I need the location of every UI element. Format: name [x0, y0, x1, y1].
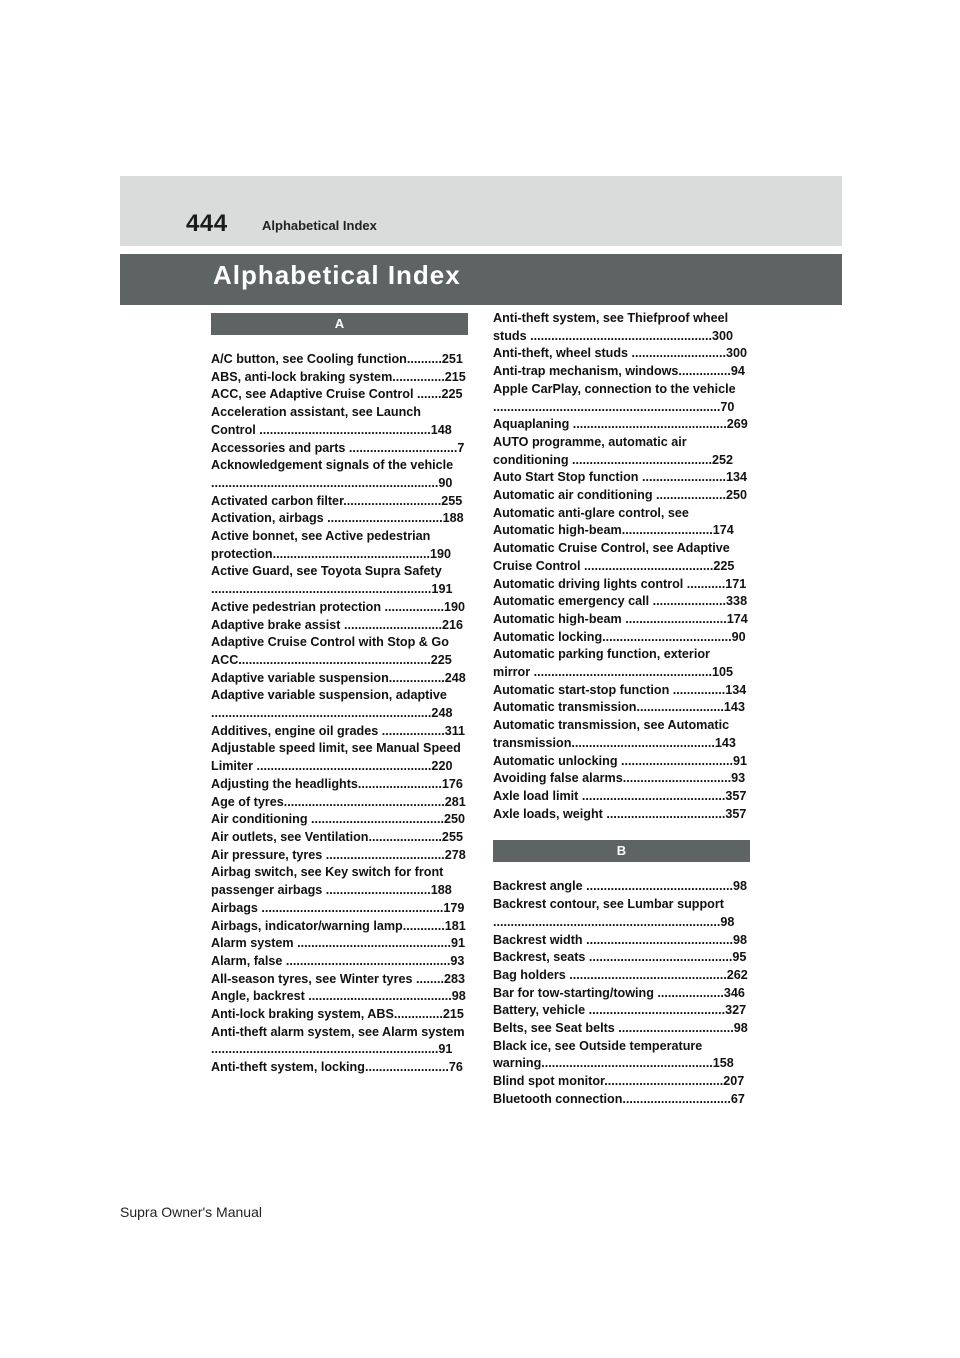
index-entry-line: Limiter ..................................................220	[211, 759, 453, 774]
index-entry	[493, 788, 750, 806]
index-entry-line: Backrest, seats .........................................95	[493, 950, 747, 965]
header-band	[120, 176, 842, 246]
index-entry	[493, 682, 750, 700]
index-entry-line: AUTO programme, automatic air	[493, 434, 687, 449]
index-entry-line: Automatic locking.....................................90	[493, 629, 746, 644]
index-entry	[211, 1059, 468, 1077]
index-entry	[211, 563, 468, 598]
index-entry-line: Bar for tow-starting/towing ...................346	[493, 985, 745, 1000]
index-entry	[211, 617, 468, 635]
index-entry-line: Alarm, false ...............................................93	[211, 953, 465, 968]
index-entry	[493, 896, 750, 931]
index-entry-line: Angle, backrest .........................................98	[211, 989, 466, 1004]
index-entry-line: Auto Start Stop function ........................134	[493, 470, 747, 485]
index-entry-line: Automatic anti-glare control, see	[493, 505, 689, 520]
running-header-title: Alphabetical Index	[262, 218, 377, 233]
index-entry-line: All-season tyres, see Winter tyres ........283	[211, 971, 465, 986]
index-entry-line: Aquaplaning ............................................269	[493, 417, 748, 432]
index-entry	[493, 949, 750, 967]
index-entry-line: conditioning ........................................252	[493, 452, 734, 467]
index-entry	[493, 434, 750, 469]
index-entry-line: Alarm system ............................................91	[211, 936, 466, 951]
index-entry	[211, 457, 468, 492]
index-entry-line: Automatic parking function, exterior	[493, 647, 710, 662]
index-entry	[211, 440, 468, 458]
index-entry	[211, 971, 468, 989]
index-entry	[493, 381, 750, 416]
index-entry-line: Belts, see Seat belts .................................98	[493, 1021, 748, 1036]
index-entry-line: Battery, vehicle .......................................327	[493, 1003, 747, 1018]
index-entry	[211, 776, 468, 794]
index-entry	[493, 469, 750, 487]
index-entry-line: .................................................................90	[211, 475, 453, 490]
index-entry-line: Active bonnet, see Active pedestrian	[211, 529, 431, 544]
index-entry	[211, 988, 468, 1006]
index-entry	[211, 811, 468, 829]
index-entry-line: Bag holders .............................................262	[493, 967, 748, 982]
index-entry	[211, 794, 468, 812]
index-entry-line: Automatic high-beam..........................174	[493, 523, 734, 538]
index-entry-line: Automatic Cruise Control, see Adaptive	[493, 541, 730, 556]
page-title: Alphabetical Index	[213, 260, 461, 290]
index-entry-line: ...............................................................248	[211, 706, 453, 721]
index-entry	[493, 487, 750, 505]
index-entry-line: Anti-theft system, see Thiefproof wheel	[493, 311, 729, 325]
index-entry-line: Air outlets, see Ventilation.....................255	[211, 829, 463, 844]
index-entry-line: Automatic emergency call .....................338	[493, 594, 748, 609]
index-entry-line: warning.................................................158	[493, 1056, 734, 1071]
index-entry-line: studs ....................................................300	[493, 328, 734, 343]
section-head-spacer	[493, 862, 750, 878]
index-entry-line: Adjustable speed limit, see Manual Speed	[211, 741, 461, 756]
index-entry-line: ...............................................................191	[211, 582, 453, 597]
index-column-right	[493, 310, 750, 1109]
section-letter-a: A	[211, 313, 468, 335]
index-entry-line: Adaptive variable suspension, adaptive	[211, 688, 447, 703]
index-entry-line: Blind spot monitor..................................207	[493, 1074, 745, 1089]
index-entry-line: .................................................................70	[493, 399, 735, 414]
index-entry-line: Anti-theft system, locking........................76	[211, 1060, 463, 1075]
index-entry	[493, 611, 750, 629]
index-entry-line: ABS, anti-lock braking system...............215	[211, 369, 466, 384]
index-entry-line: passenger airbags ..............................188	[211, 883, 452, 898]
index-entry	[211, 847, 468, 865]
index-entry	[211, 670, 468, 688]
index-entry-line: Adjusting the headlights........................176	[211, 776, 463, 791]
index-entry	[493, 593, 750, 611]
index-entry	[211, 687, 468, 722]
index-entry	[211, 900, 468, 918]
index-entry-line: Airbags, indicator/warning lamp............181	[211, 918, 466, 933]
index-entry-line: Active Guard, see Toyota Supra Safety	[211, 564, 442, 579]
index-entry	[211, 723, 468, 741]
index-entry-line: Adaptive Cruise Control with Stop & Go	[211, 635, 449, 650]
index-entry-line: .................................................................98	[493, 914, 735, 929]
index-entry-line: Automatic start-stop function ...............134	[493, 682, 747, 697]
index-entry-line: Control .................................................148	[211, 422, 452, 437]
index-entry	[211, 740, 468, 775]
page-number: 444	[186, 210, 228, 237]
index-entry-line: Automatic unlocking ................................91	[493, 753, 748, 768]
index-entry-line: Airbags ....................................................179	[211, 900, 465, 915]
index-entry-line: Anti-theft alarm system, see Alarm system	[211, 1024, 465, 1039]
index-entry-line: Air pressure, tyres ..................................278	[211, 847, 466, 862]
index-entry	[493, 345, 750, 363]
index-entry	[211, 953, 468, 971]
index-entry	[211, 829, 468, 847]
index-entry-line: Automatic high-beam .............................174	[493, 611, 748, 626]
index-entry-line: Airbag switch, see Key switch for front	[211, 865, 444, 880]
index-entry-line: ACC, see Adaptive Cruise Control .......225	[211, 387, 463, 402]
index-entry	[211, 1006, 468, 1024]
index-entry	[211, 386, 468, 404]
index-entry	[211, 351, 468, 369]
index-entry-line: Air conditioning ......................................250	[211, 812, 466, 827]
index-entry-line: Backrest width ..........................................98	[493, 932, 748, 947]
index-entry-line: Avoiding false alarms...............................93	[493, 771, 746, 786]
index-entry	[493, 967, 750, 985]
index-entry	[493, 878, 750, 896]
index-entry	[493, 310, 750, 345]
index-entry	[493, 646, 750, 681]
index-entry-line: transmission.........................................143	[493, 735, 736, 750]
index-entry	[493, 985, 750, 1003]
index-entry-line: Anti-lock braking system, ABS..............215	[211, 1007, 464, 1022]
index-entry	[493, 505, 750, 540]
index-entry	[493, 1002, 750, 1020]
index-entry-line: ACC.......................................................225	[211, 652, 452, 667]
index-entry	[211, 634, 468, 669]
index-entry	[493, 629, 750, 647]
index-entry-line: Automatic air conditioning ....................250	[493, 488, 748, 503]
index-entry	[493, 1073, 750, 1091]
index-entry-line: Automatic transmission.........................143	[493, 700, 745, 715]
index-entry	[493, 363, 750, 381]
index-entry-line: Active pedestrian protection .................190	[211, 599, 466, 614]
index-entry-line: Activated carbon filter............................255	[211, 493, 463, 508]
index-entry-line: Anti-theft, wheel studs ...........................300	[493, 346, 748, 361]
index-column-left	[211, 313, 468, 1077]
index-entry	[493, 1091, 750, 1109]
footer-manual-name: Supra Owner's Manual	[120, 1204, 262, 1220]
index-entry	[493, 576, 750, 594]
index-entry-line: Backrest angle ..........................................98	[493, 879, 748, 894]
index-entry-line: .................................................................91	[211, 1042, 453, 1057]
index-entry	[211, 935, 468, 953]
index-entry	[493, 540, 750, 575]
index-entry	[493, 1038, 750, 1073]
index-entry	[493, 753, 750, 771]
index-entry	[211, 369, 468, 387]
index-entry-line: Activation, airbags .................................188	[211, 511, 464, 526]
index-entry	[493, 416, 750, 434]
index-entry-line: Additives, engine oil grades ..................311	[211, 723, 466, 738]
index-entry-line: Adaptive variable suspension................248	[211, 670, 466, 685]
index-entry	[211, 864, 468, 899]
index-entry	[211, 918, 468, 936]
index-entry	[211, 599, 468, 617]
section-spacer	[493, 823, 750, 840]
index-entry	[211, 528, 468, 563]
index-entry-line: Axle load limit .........................................357	[493, 788, 747, 803]
section-head-spacer	[211, 335, 468, 351]
index-entry-line: Backrest contour, see Lumbar support	[493, 897, 724, 912]
index-entry-line: A/C button, see Cooling function..........251	[211, 352, 463, 366]
index-entry-line: mirror ...................................................105	[493, 665, 734, 680]
index-entry	[211, 404, 468, 439]
index-entry-line: Anti-trap mechanism, windows...............94	[493, 364, 745, 379]
index-entry-line: Acceleration assistant, see Launch	[211, 405, 421, 420]
index-entry	[211, 493, 468, 511]
index-entry	[211, 510, 468, 528]
section-letter-b: B	[493, 840, 750, 862]
index-entry-line: Acknowledgement signals of the vehicle	[211, 458, 454, 473]
index-entry	[493, 770, 750, 788]
index-entry	[493, 1020, 750, 1038]
index-entry	[493, 699, 750, 717]
index-entry	[211, 1024, 468, 1059]
index-entry-line: Automatic transmission, see Automatic	[493, 718, 730, 733]
index-entry	[493, 806, 750, 824]
index-entry-line: Apple CarPlay, connection to the vehicle	[493, 381, 736, 396]
index-entry-line: Adaptive brake assist ............................216	[211, 617, 463, 632]
index-entry	[493, 717, 750, 752]
index-entry-line: Automatic driving lights control ...........171	[493, 576, 747, 591]
index-entry-line: Black ice, see Outside temperature	[493, 1038, 703, 1053]
index-entry-line: Bluetooth connection...............................67	[493, 1091, 745, 1106]
index-entry	[493, 932, 750, 950]
index-entry-line: protection.............................................190	[211, 546, 452, 561]
index-entry-line: Age of tyres..............................................281	[211, 794, 466, 809]
index-entry-line: Cruise Control .....................................225	[493, 558, 735, 573]
index-entry-line: Accessories and parts ...............................7	[211, 440, 465, 455]
index-entry-line: Axle loads, weight ..................................357	[493, 806, 747, 821]
